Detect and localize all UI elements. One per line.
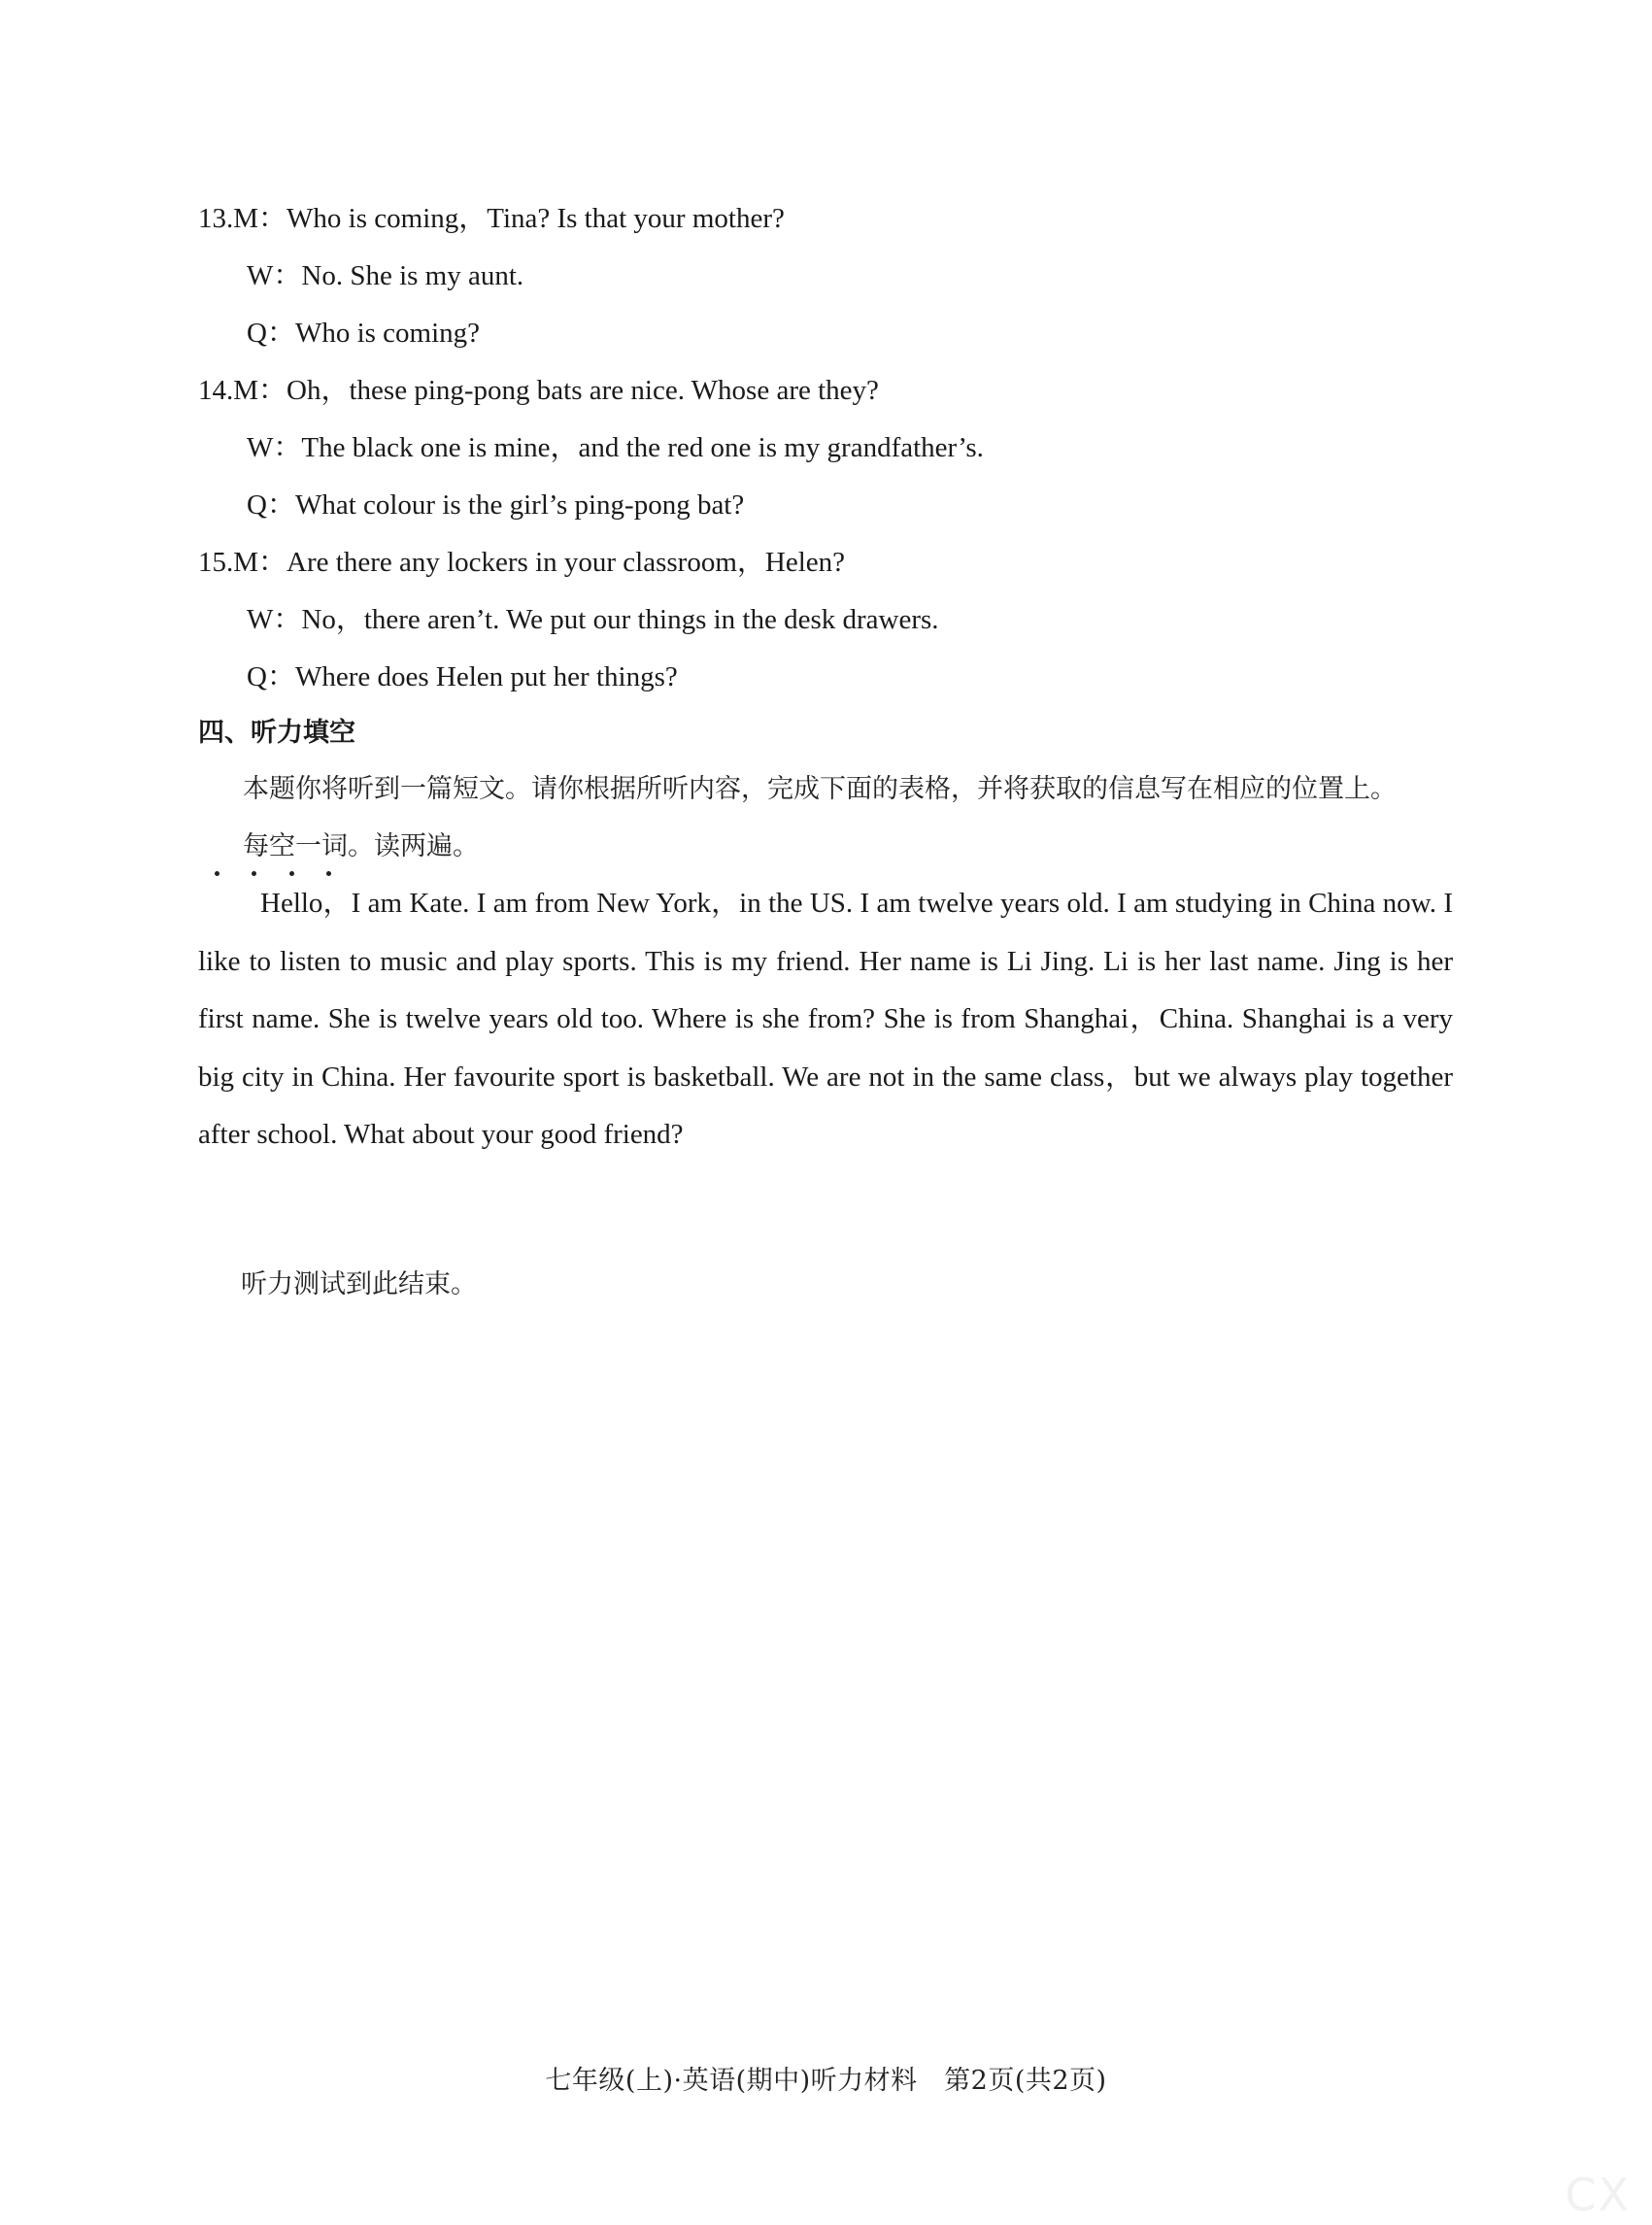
dialogue-text: Who is coming，Tina? Is that your mother? [287,203,785,234]
speaker-label: M： [233,203,287,234]
dialogue-text: Who is coming? [294,318,481,349]
section-heading: 四、听力填空 [198,718,355,748]
dialogue-15-line-m [198,534,1461,591]
speaker-label: M： [233,375,287,406]
speaker-label: Q： [247,318,295,349]
dialogue-text: No，there aren’t. We put our things in the desk drawers. [301,604,939,635]
dialogue-13-line-w [198,248,1461,305]
dialogue-13-line-q [198,305,1461,362]
instruction-emphasis: 每空一词 [243,831,348,861]
dialogue-text: Are there any lockers in your classroom，Helen? [287,547,846,578]
instruction-tail: 。读两遍。 [348,831,479,861]
dialogue-15-line-w [198,591,1461,649]
listening-passage: Hello，I am Kate. I am from New York，in the US. I am twelve years old. I am studying in China now. I like to listen to music and play sports. This is my friend. Her name is Li Jing. Li is her last name. Jing is her first name. She is twelve years old too. Where is she from? She is from Shanghai，China. Shanghai is a very big city in China. Her favourite sport is basketball. We are not in the same class，but we always play together after school. What about your good friend? [198,888,1453,1150]
speaker-label: Q： [247,489,295,521]
dialogue-14-line-q [198,477,1461,534]
section-instruction [198,760,1461,875]
question-number: 14. [198,375,234,406]
dialogue-14-line-w [198,420,1461,477]
watermark: CX [1565,2169,1631,2221]
dialogue-text: The black one is mine，and the red one is my grandfather’s. [301,432,984,463]
dialogue-text: Where does Helen put her things? [294,661,678,692]
emphasis-dotted-text [198,818,348,875]
dialogue-15-line-q [198,649,1461,706]
speaker-label: Q： [247,661,295,692]
end-note: 听力测试到此结束。 [241,1269,477,1299]
page-footer: 七年级(上)·英语(期中)听力材料 第2页(共2页) [545,2066,1107,2096]
dialogue-14-line-m [198,362,1461,420]
speaker-label: M： [233,547,287,578]
speaker-label: W： [247,432,302,463]
dialogue-text: Oh，these ping-pong bats are nice. Whose are they? [287,375,879,406]
dialogue-text: No. She is my aunt. [301,260,524,291]
question-number: 13. [198,203,234,234]
speaker-label: W： [247,604,302,635]
speaker-label: W： [247,260,302,291]
dialogue-13-line-m [198,190,1461,248]
dialogue-text: What colour is the girl’s ping-pong bat? [294,489,745,521]
page-content [198,190,1461,1164]
question-number: 15. [198,547,234,578]
emphasis-dots [198,871,348,879]
instruction-main: 本题你将听到一篇短文。请你根据所听内容，完成下面的表格，并将获取的信息写在相应的位置上。 [243,774,1397,804]
